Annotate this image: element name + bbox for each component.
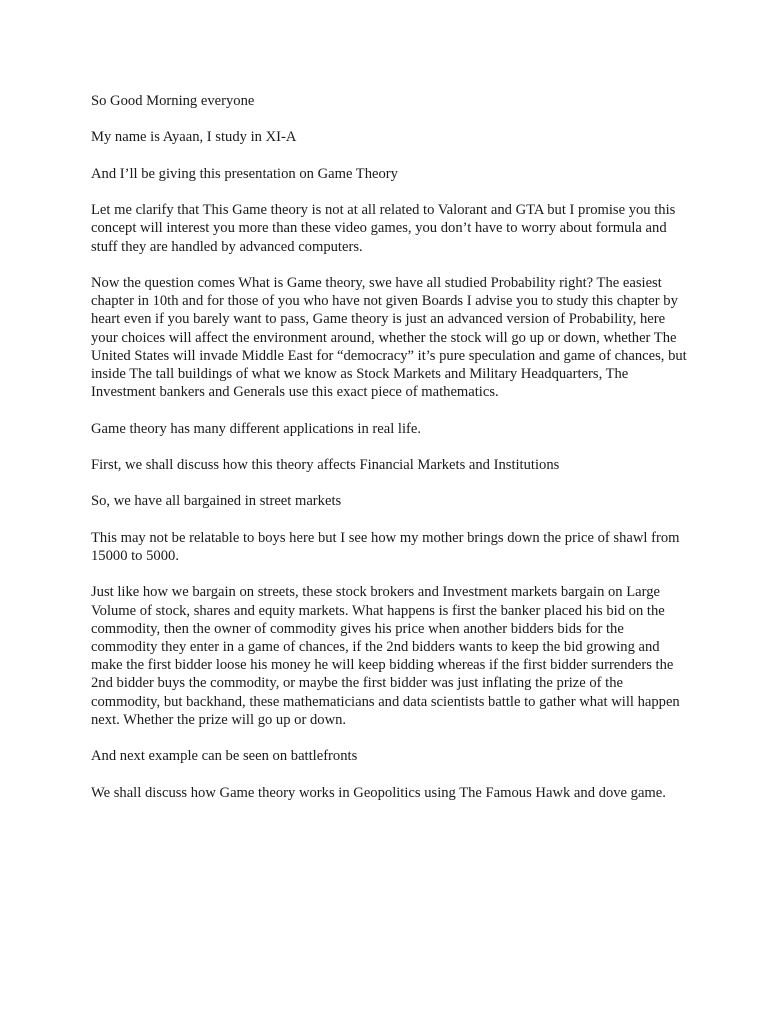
paragraph-geopolitics: We shall discuss how Game theory works in Geopolitics using The Famous Hawk and dove game. — [91, 784, 666, 801]
document-body — [91, 92, 691, 820]
paragraph-introduction: My name is Ayaan, I study in XI-A — [91, 129, 297, 146]
paragraph-clarification: Let me clarify that This Game theory is not at all related to Valorant and GTA but I promise you this concept will interest you more than these video games, you don’t have to worry about formula and stuff they are handled by advanced computers. — [91, 202, 676, 255]
paragraph-what-is-game-theory: Now the question comes What is Game theory, swe have all studied Probability right? The easiest chapter in 10th and for those of you who have not given Boards I advise you to study this chapter by heart even if you barely want to pass, Game theory is just an advanced version of Probability, here your choices will affect the environment around, whether the stock will go up or down, whether The United States will invade Middle East for “democracy” it’s pure speculation and game of chances, but inside The tall buildings of what we know as Stock Markets and Military Headquarters, The Investment bankers and Generals use this exact piece of mathematics. — [91, 274, 687, 401]
paragraph-battlefronts: And next example can be seen on battlefronts — [91, 748, 358, 765]
paragraph-shawl-example: This may not be relatable to boys here but I see how my mother brings down the price of shawl from 15000 to 5000. — [91, 529, 680, 564]
paragraph-bargaining: Just like how we bargain on streets, these stock brokers and Investment markets bargain on Large Volume of stock, shares and equity markets. What happens is first the banker placed his bid on the commodity, then the owner of commodity gives his price when another bidders bids for the commodity they enter in a game of chances, if the 2nd bidders wants to keep the bid growing and make the first bidder loose his money he will keep bidding whereas if the first bidder surrenders the 2nd bidder buys the commodity, or maybe the first bidder was just inflating the prize of the commodity, but backhand, these mathematicians and data scientists battle to gather what will happen next. Whether the prize will go up or down. — [91, 584, 680, 728]
paragraph-financial-markets: First, we shall discuss how this theory affects Financial Markets and Institutions — [91, 456, 560, 473]
paragraph-street-markets: So, we have all bargained in street markets — [91, 493, 342, 510]
paragraph-greeting: So Good Morning everyone — [91, 93, 255, 109]
paragraph-applications: Game theory has many different applications in real life. — [91, 420, 421, 437]
paragraph-topic: And I’ll be giving this presentation on Game Theory — [91, 165, 398, 182]
